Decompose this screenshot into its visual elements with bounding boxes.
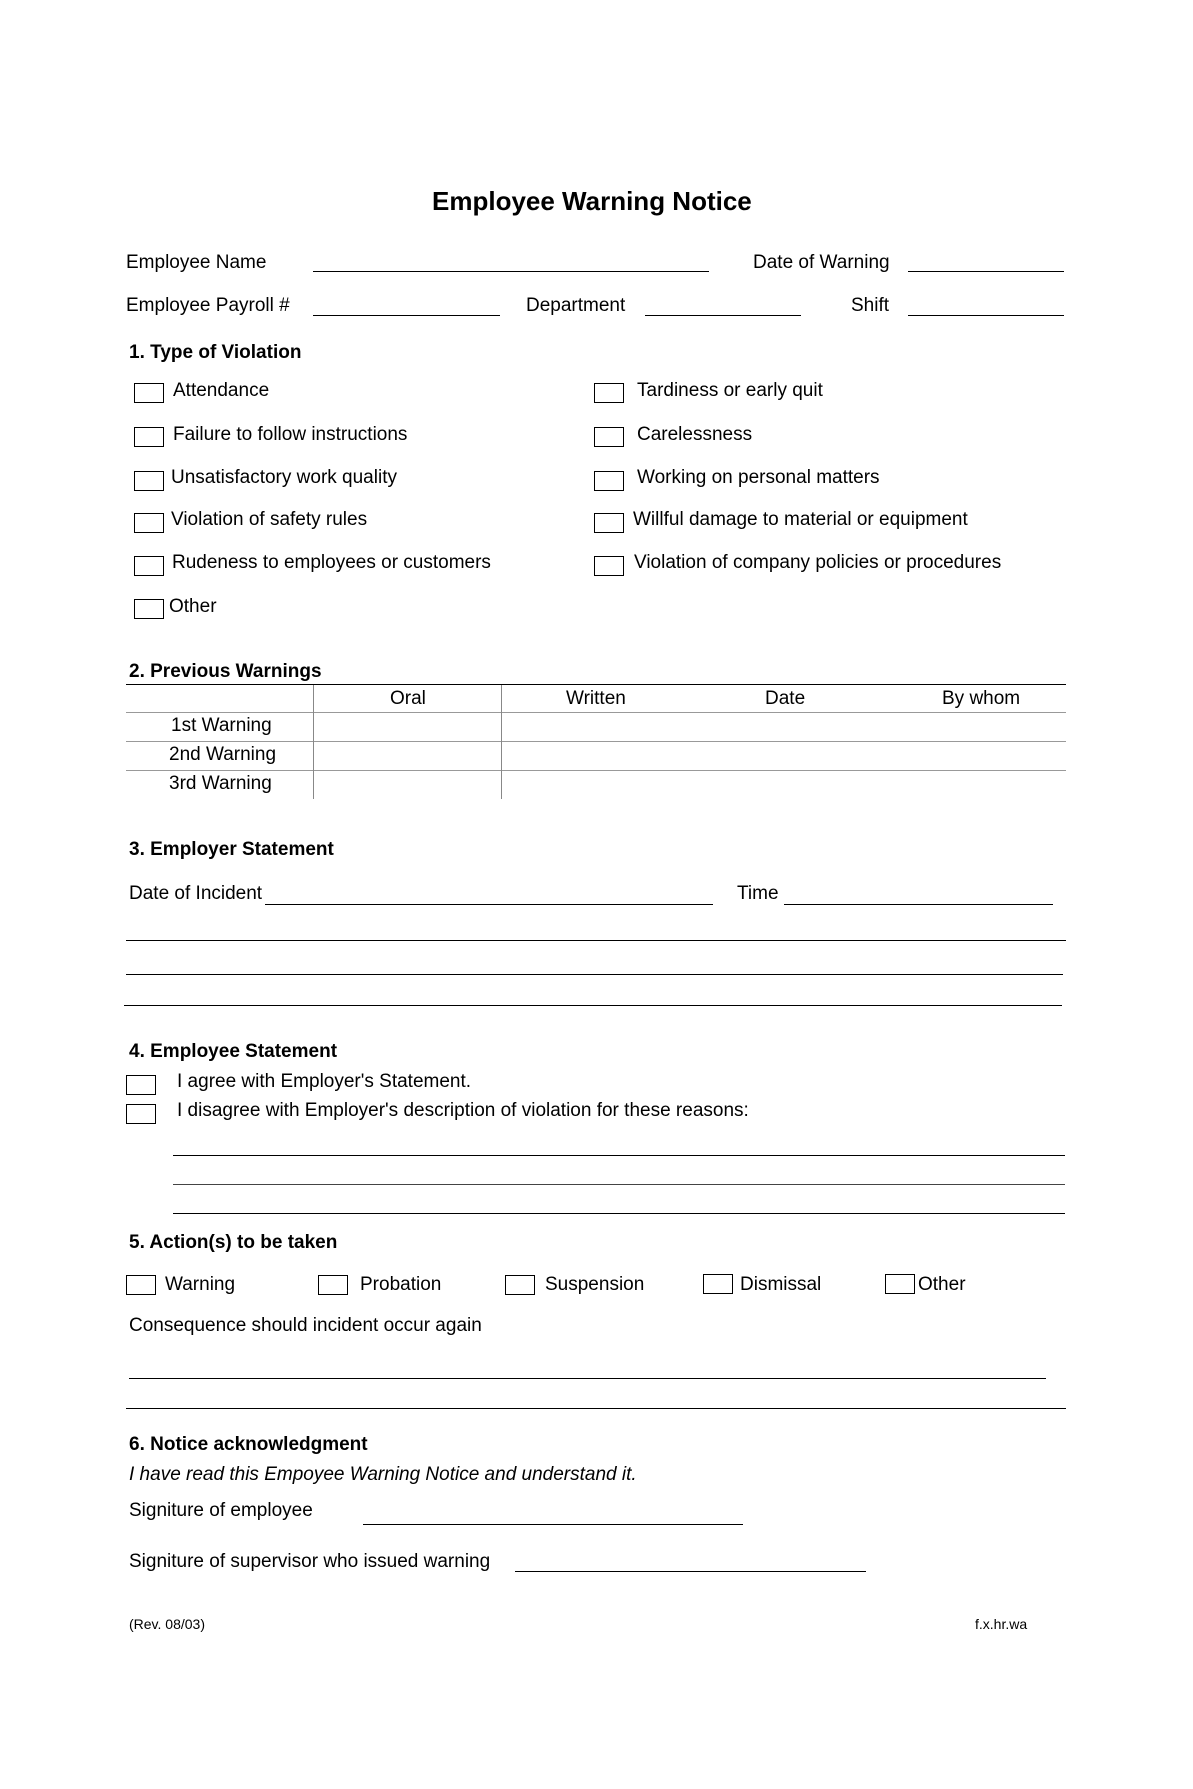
- employee-name-field[interactable]: [313, 271, 709, 272]
- date-of-warning-label: Date of Warning: [753, 252, 890, 273]
- section-actions-heading: 5. Action(s) to be taken: [129, 1232, 338, 1253]
- revision-note: (Rev. 08/03): [129, 1616, 205, 1632]
- action-label-suspension: Suspension: [545, 1274, 645, 1295]
- supervisor-signature-label: Signiture of supervisor who issued warning: [129, 1551, 491, 1572]
- violation-label-willful-damage: Willful damage to material or equipment: [633, 509, 968, 530]
- violation-label-failure-to-follow: Failure to follow instructions: [173, 424, 408, 445]
- form-code: f.x.hr.wa: [975, 1616, 1028, 1632]
- warnings-column-written: Written: [566, 688, 626, 709]
- action-label-probation: Probation: [360, 1274, 442, 1295]
- violation-label-attendance: Attendance: [173, 380, 270, 401]
- violation-checkbox-carelessness[interactable]: [594, 427, 624, 447]
- violation-label-rudeness: Rudeness to employees or customers: [172, 552, 491, 573]
- shift-label: Shift: [851, 295, 890, 316]
- consequence-line-1[interactable]: [129, 1378, 1046, 1379]
- action-checkbox-dismissal[interactable]: [703, 1274, 733, 1294]
- section-type-of-violation-heading: 1. Type of Violation: [129, 342, 302, 363]
- time-label: Time: [737, 883, 779, 904]
- disagree-checkbox[interactable]: [126, 1104, 156, 1124]
- employee-name-label: Employee Name: [126, 252, 267, 273]
- section-employer-statement-heading: 3. Employer Statement: [129, 839, 334, 860]
- disagree-reason-line-2[interactable]: [173, 1184, 1065, 1185]
- acknowledgment-statement: I have read this Empoyee Warning Notice and understand it.: [129, 1464, 637, 1485]
- violation-label-unsatisfactory-work: Unsatisfactory work quality: [171, 467, 397, 488]
- department-label: Department: [526, 295, 626, 316]
- date-of-warning-field[interactable]: [908, 271, 1064, 272]
- agree-checkbox[interactable]: [126, 1075, 156, 1095]
- warnings-column-by-whom: By whom: [942, 688, 1021, 709]
- violation-checkbox-company-policies[interactable]: [594, 556, 624, 576]
- employer-statement-line-1[interactable]: [126, 940, 1066, 941]
- warnings-column-date: Date: [765, 688, 806, 709]
- date-of-incident-label: Date of Incident: [129, 883, 263, 904]
- employee-signature-field[interactable]: [363, 1524, 743, 1525]
- employer-statement-line-2[interactable]: [126, 974, 1063, 975]
- violation-label-personal-matters: Working on personal matters: [637, 467, 880, 488]
- warnings-table-row-rule: [126, 770, 1066, 771]
- section-notice-acknowledgment-heading: 6. Notice acknowledgment: [129, 1434, 368, 1455]
- date-of-incident-field[interactable]: [265, 904, 713, 905]
- action-checkbox-warning[interactable]: [126, 1275, 156, 1295]
- department-field[interactable]: [645, 315, 801, 316]
- violation-checkbox-rudeness[interactable]: [134, 556, 164, 576]
- violation-label-carelessness: Carelessness: [637, 424, 753, 445]
- violation-checkbox-failure-to-follow[interactable]: [134, 427, 164, 447]
- action-checkbox-probation[interactable]: [318, 1275, 348, 1295]
- violation-checkbox-other[interactable]: [134, 599, 164, 619]
- disagree-reason-line-1[interactable]: [173, 1155, 1065, 1156]
- warnings-row-1st: 1st Warning: [171, 715, 272, 736]
- violation-checkbox-willful-damage[interactable]: [594, 513, 624, 533]
- warnings-table-row-rule: [126, 712, 1066, 713]
- consequence-line-2[interactable]: [126, 1408, 1066, 1409]
- warnings-row-3rd: 3rd Warning: [169, 773, 272, 794]
- employee-payroll-label: Employee Payroll #: [126, 295, 290, 316]
- disagree-label: I disagree with Employer's description of violation for these reasons:: [177, 1100, 749, 1121]
- page-title: Employee Warning Notice: [432, 186, 752, 216]
- section-employee-statement-heading: 4. Employee Statement: [129, 1041, 338, 1062]
- consequence-label: Consequence should incident occur again: [129, 1315, 482, 1336]
- violation-checkbox-safety-rules[interactable]: [134, 513, 164, 533]
- warnings-row-2nd: 2nd Warning: [169, 744, 277, 765]
- action-label-dismissal: Dismissal: [740, 1274, 822, 1295]
- violation-checkbox-attendance[interactable]: [134, 383, 164, 403]
- action-label-other: Other: [918, 1274, 966, 1295]
- section-previous-warnings-heading: 2. Previous Warnings: [129, 661, 322, 682]
- shift-field[interactable]: [908, 315, 1064, 316]
- action-checkbox-other[interactable]: [885, 1274, 915, 1294]
- employee-payroll-field[interactable]: [313, 315, 500, 316]
- warnings-table-row-rule: [126, 741, 1066, 742]
- agree-label: I agree with Employer's Statement.: [177, 1071, 472, 1092]
- violation-label-safety-rules: Violation of safety rules: [171, 509, 368, 530]
- violation-label-other: Other: [169, 596, 217, 617]
- disagree-reason-line-3[interactable]: [173, 1213, 1065, 1214]
- employee-signature-label: Signiture of employee: [129, 1500, 313, 1521]
- violation-checkbox-tardiness[interactable]: [594, 383, 624, 403]
- violation-checkbox-personal-matters[interactable]: [594, 471, 624, 491]
- employer-statement-line-3[interactable]: [124, 1005, 1062, 1006]
- warnings-column-oral: Oral: [390, 688, 426, 709]
- violation-checkbox-unsatisfactory-work[interactable]: [134, 471, 164, 491]
- action-checkbox-suspension[interactable]: [505, 1275, 535, 1295]
- violation-label-tardiness: Tardiness or early quit: [637, 380, 823, 401]
- warnings-table-top-rule: [126, 684, 1066, 685]
- warnings-table-column-rule: [501, 685, 502, 799]
- action-label-warning: Warning: [165, 1274, 236, 1295]
- supervisor-signature-field[interactable]: [515, 1571, 866, 1572]
- warnings-table-column-rule: [313, 685, 314, 799]
- violation-label-company-policies: Violation of company policies or procedures: [634, 552, 1002, 573]
- time-field[interactable]: [784, 904, 1053, 905]
